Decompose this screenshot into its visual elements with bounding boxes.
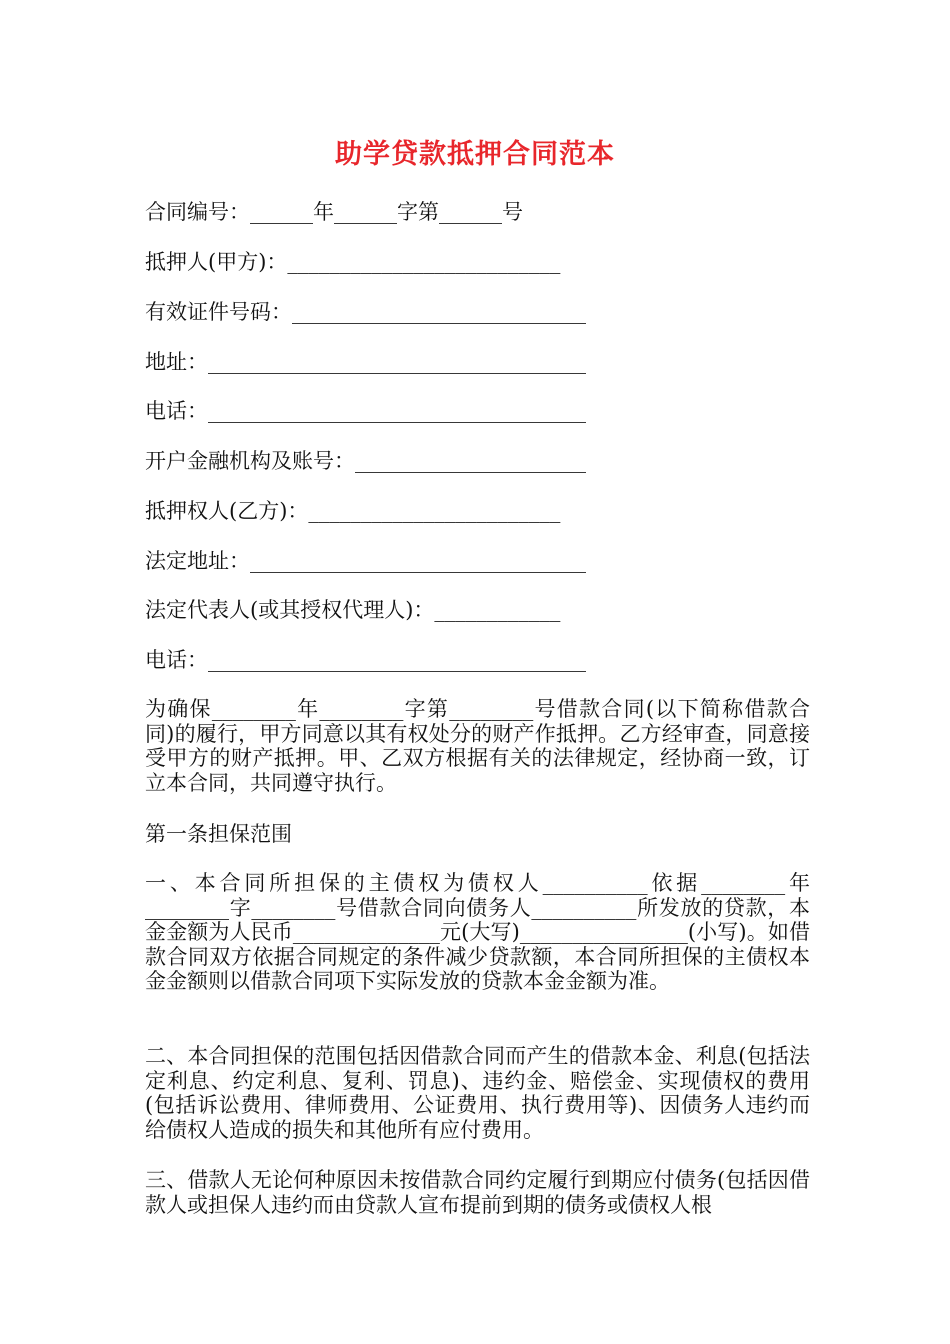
- clause-1-paragraph: 一、本合同所担保的主债权为债权人__________依据________年________字________号借款合同向债务人__________所发放的贷款，本金金额为人民币______________元(大写)________________(小写)。如借款合同双方依据合同规定的条件减少贷款额，本合同所担保的主债权本金金额则以借款合同项下实际发放的贷款本金金额为准。: [145, 871, 810, 993]
- clause-2-paragraph: 二、本合同担保的范围包括因借款合同而产生的借款本金、利息(包括法定利息、约定利息、复利、罚息)、违约金、赔偿金、实现债权的费用(包括诉讼费用、律师费用、公证费用、执行费用等)、因债务人违约而给债权人造成的损失和其他所有应付费用。: [145, 1044, 810, 1142]
- phone-field: 电话：____________________________________: [145, 399, 586, 423]
- section-heading: 第一条担保范围: [145, 822, 292, 846]
- contract-number-field: 合同编号：______年______字第______号: [145, 200, 523, 224]
- clause-3-paragraph: 三、借款人无论何种原因未按借款合同约定履行到期应付债务(包括因借款人或担保人违约而由贷款人宣布提前到期的债务或债权人根: [145, 1168, 810, 1217]
- id-number-field: 有效证件号码：____________________________: [145, 300, 586, 324]
- document-title: 助学贷款抵押合同范本: [335, 139, 615, 170]
- address-field: 地址：____________________________________: [145, 350, 586, 374]
- mortgagee-phone-field: 电话：____________________________________: [145, 648, 586, 672]
- bank-account-field: 开户金融机构及账号：______________________: [145, 449, 586, 473]
- intro-paragraph: 为确保________年________字第________号借款合同(以下简称借款合同)的履行，甲方同意以其有权处分的财产作抵押。乙方经审查，同意接受甲方的财产抵押。甲、乙双方根据有关的法律规定，经协商一致，订立本合同，共同遵守执行。: [145, 697, 810, 795]
- legal-address-field: 法定地址：________________________________: [145, 549, 586, 573]
- mortgagor-field: 抵押人(甲方)：__________________________: [145, 250, 561, 274]
- mortgagee-field: 抵押权人(乙方)：________________________: [145, 499, 561, 523]
- legal-representative-field: 法定代表人(或其授权代理人)：____________: [145, 598, 561, 622]
